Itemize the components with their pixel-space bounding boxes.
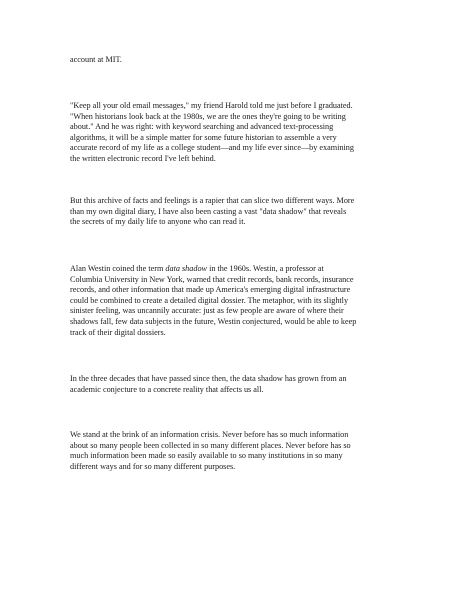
text-line: much information been made so easily available to so many institutions in so many <box>70 451 343 461</box>
paragraph-alan-westin <box>70 264 398 338</box>
text-line: Columbia University in New York, warned that credit records, bank records, insurance <box>70 274 354 284</box>
text-line: different ways and for so many different purposes. <box>70 461 236 471</box>
text-line: the secrets of my daily life to anyone who can read it. <box>70 217 246 227</box>
text-line: We stand at the brink of an information crisis. Never before has so much information <box>70 430 349 439</box>
text-line: than my own digital diary, I have also been casting a vast "data shadow" that reveals <box>70 206 347 216</box>
text-run: Alan Westin coined the term <box>70 264 166 273</box>
text-line: account at MIT. <box>70 55 122 64</box>
text-line: track of their digital dossiers. <box>70 327 166 337</box>
text-line: about so many people been collected in so many different places. Never before has so <box>70 440 351 450</box>
text-line <box>70 264 398 275</box>
text-line: "When historians look back at the 1980s, we are the ones they're going to be writing <box>70 111 346 121</box>
paragraph-harold-quote <box>70 101 398 165</box>
text-line: the written electronic record I've left behind. <box>70 153 216 163</box>
text-line: about." And he was right: with keyword searching and advanced text-processing <box>70 122 334 132</box>
paragraph-three-decades <box>70 374 398 395</box>
paragraph-continuation <box>70 55 398 66</box>
text-line: could be combined to create a detailed digital dossier. The metaphor, with its slightly <box>70 295 349 305</box>
text-line: records, and other information that made up America's emerging digital infrastructure <box>70 285 351 295</box>
italic-term: data shadow <box>165 264 208 273</box>
paragraph-data-shadow-intro <box>70 196 398 228</box>
text-line: accurate record of my life as a college student—and my life ever since—by examining <box>70 143 354 153</box>
text-line: sinister feeling, was uncannily accurate: just as few people are aware of where their <box>70 306 344 316</box>
text-line: But this archive of facts and feelings is a rapier that can slice two different ways. More <box>70 196 355 205</box>
text-run: in the 1960s. Westin, a professor at <box>207 264 324 273</box>
text-line: "Keep all your old email messages," my friend Harold told me just before I graduated. <box>70 101 353 110</box>
text-line: In the three decades that have passed since then, the data shadow has grown from an <box>70 374 347 383</box>
paragraph-information-crisis <box>70 430 398 472</box>
text-line: shadows fall, few data subjects in the future, Westin conjectured, would be able to keep <box>70 316 357 326</box>
text-line: academic conjecture to a concrete reality that affects us all. <box>70 384 264 394</box>
text-line: algorithms, it will be a simple matter for some future historian to assemble a very <box>70 132 337 142</box>
